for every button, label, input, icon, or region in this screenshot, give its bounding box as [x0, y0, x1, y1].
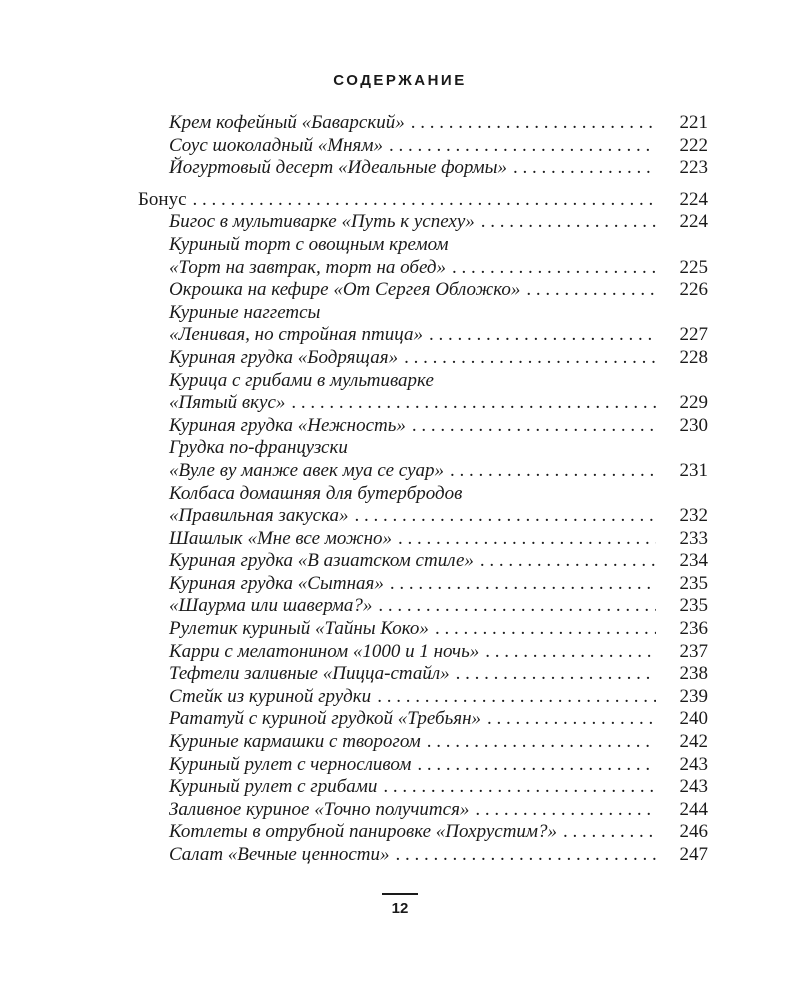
toc-entry-page: 233	[679, 527, 708, 549]
toc-entry[interactable]	[138, 211, 708, 234]
toc-entry-page: 229	[679, 392, 708, 414]
toc-entry-title: Крем кофейный «Баварский»	[169, 112, 405, 133]
dot-leader	[513, 157, 656, 180]
toc-entry-page: 236	[679, 618, 708, 640]
toc-entry-title: Котлеты в отрубной панировке «Похрустим?»	[169, 821, 558, 843]
toc-entry[interactable]	[138, 573, 708, 596]
dot-leader	[193, 189, 656, 212]
dot-leader	[526, 279, 656, 302]
toc-entry-title-line: Куриные наггетсы	[169, 301, 321, 323]
toc-entry[interactable]	[138, 776, 708, 799]
dot-leader	[417, 754, 656, 777]
dot-leader	[412, 415, 656, 438]
toc-entry-page: 223	[679, 157, 708, 179]
toc-entry-title: «Торт на завтрак, торт на обед»	[169, 256, 447, 278]
toc-entry[interactable]	[138, 415, 708, 438]
toc-entry[interactable]	[138, 257, 708, 280]
toc-entry[interactable]	[138, 595, 708, 618]
toc-entry-page: 235	[679, 572, 708, 594]
toc-entry-title: Тефтели заливные «Пицца-стайл»	[169, 663, 450, 685]
dot-leader	[404, 347, 656, 370]
toc-entry-title: Салат «Вечные ценности»	[169, 844, 390, 865]
toc-entry[interactable]	[138, 754, 708, 777]
dot-leader	[291, 392, 656, 415]
dot-leader	[377, 686, 656, 709]
dot-leader	[487, 708, 656, 731]
toc-entry-title: Куриная грудка «Нежность»	[169, 414, 406, 436]
toc-entry[interactable]	[138, 821, 708, 844]
toc-entry-page: 225	[679, 256, 708, 278]
toc-entry-page: 234	[679, 550, 708, 572]
toc-entry-page: 237	[679, 640, 708, 662]
dot-leader	[450, 460, 656, 483]
toc-entry-page: 239	[679, 685, 708, 707]
toc-entry-title: «Вуле ву манже авек муа се суар»	[169, 459, 445, 481]
toc-entry[interactable]	[138, 550, 708, 573]
dot-leader	[398, 528, 656, 551]
toc-entry-title: «Пятый вкус»	[169, 392, 286, 414]
toc-entry[interactable]	[138, 347, 708, 370]
toc-entry[interactable]	[138, 618, 708, 641]
toc-entry-page: 247	[679, 844, 708, 865]
toc-entry-title: «Шаурма или шаверма?»	[169, 595, 373, 617]
toc-entry-title: Куриный рулет с грибами	[169, 776, 378, 798]
dot-leader	[389, 135, 656, 158]
toc-entry-title-line: Курица с грибами в мультиварке	[169, 369, 434, 391]
toc-entry-title: Куриный рулет с черносливом	[169, 753, 412, 775]
toc-entry-title: Окрошка на кефире «От Сергея Обложко»	[169, 279, 521, 301]
toc-entry[interactable]	[138, 686, 708, 709]
toc-entry-page: 221	[679, 112, 708, 133]
toc-entry-title: Куриная грудка «Бодрящая»	[169, 346, 399, 368]
dot-leader	[480, 550, 656, 573]
toc-entry-title: Карри с мелатонином «1000 и 1 ночь»	[169, 640, 480, 662]
toc-entry-title: Стейк из куриной грудки	[169, 685, 372, 707]
dot-leader	[427, 731, 656, 754]
toc-entry-page: 232	[679, 505, 708, 527]
toc-entry-page: 224	[679, 211, 708, 233]
dot-leader	[485, 641, 656, 664]
toc-entry[interactable]	[138, 844, 708, 867]
toc-entry-title-line: Грудка по-французски	[169, 437, 348, 459]
dot-leader	[411, 112, 656, 135]
toc-entry[interactable]	[138, 279, 708, 302]
toc-entry[interactable]	[138, 731, 708, 754]
toc-entry-page: 246	[679, 821, 708, 843]
toc-entry-page: 243	[679, 776, 708, 798]
toc-entry[interactable]	[138, 135, 708, 158]
page-header-title: СОДЕРЖАНИЕ	[333, 72, 467, 89]
toc-entry-page: 228	[679, 346, 708, 368]
toc-entry-page: 230	[679, 414, 708, 436]
toc-entry-page: 227	[679, 324, 708, 346]
toc-entry-page: 242	[679, 731, 708, 753]
toc-entry-page: 238	[679, 663, 708, 685]
toc-entry-title: Соус шоколадный «Мням»	[169, 134, 383, 156]
toc-entry-page: 226	[679, 279, 708, 301]
footer-rule	[382, 893, 418, 895]
dot-leader	[390, 573, 656, 596]
toc-entry-page: 224	[679, 188, 708, 210]
dot-leader	[456, 663, 656, 686]
toc-section-entry[interactable]	[138, 189, 708, 212]
toc-entry-title: Шашлык «Мне все можно»	[169, 527, 392, 549]
dot-leader	[452, 257, 656, 280]
toc-entry[interactable]	[138, 528, 708, 551]
dot-leader	[355, 505, 657, 528]
toc-entry-title: Куриные кармашки с творогом	[169, 731, 421, 753]
toc-entry-page: 243	[679, 753, 708, 775]
toc-entry[interactable]	[138, 641, 708, 664]
toc-entry-title: Куриная грудка «Сытная»	[169, 572, 384, 594]
dot-leader	[383, 776, 656, 799]
toc-entry-title: Заливное куриное «Точно получится»	[169, 798, 470, 820]
toc-entry-page: 222	[679, 134, 708, 156]
toc-entry-title: Рататуй с куриной грудкой «Требьян»	[169, 708, 481, 730]
toc-entry[interactable]	[138, 505, 708, 528]
toc-entry-title: Бонус	[138, 188, 187, 210]
page-number: 12	[391, 900, 409, 917]
toc-entry-title: Рулетик куриный «Тайны Коко»	[169, 618, 429, 640]
toc-entry[interactable]	[138, 460, 708, 483]
toc-entry[interactable]	[138, 663, 708, 686]
toc-entry-title: Йогуртовый десерт «Идеальные формы»	[169, 157, 507, 179]
toc-entry[interactable]	[138, 157, 708, 180]
dot-leader	[563, 821, 656, 844]
toc-entry-page: 240	[679, 708, 708, 730]
dot-leader	[435, 618, 656, 641]
toc-entry-title: Куриная грудка «В азиатском стиле»	[169, 550, 474, 572]
dot-leader	[481, 211, 656, 234]
toc-entry-page: 235	[679, 595, 708, 617]
toc-entry-title: «Правильная закуска»	[169, 505, 349, 527]
toc-entry-title-line: Колбаса домашняя для бутербродов	[169, 482, 463, 504]
toc-entry[interactable]	[138, 392, 708, 415]
table-of-contents	[138, 112, 708, 867]
toc-entry-title-line: Куриный торт с овощным кремом	[169, 233, 449, 255]
toc-entry-page: 244	[679, 798, 708, 820]
toc-entry[interactable]	[138, 799, 708, 822]
toc-entry[interactable]	[138, 112, 708, 135]
dot-leader	[378, 595, 656, 618]
dot-leader	[429, 324, 656, 347]
toc-entry[interactable]	[138, 324, 708, 347]
toc-entry[interactable]	[138, 708, 708, 731]
toc-entry-title: «Ленивая, но стройная птица»	[169, 324, 423, 346]
toc-entry-page: 231	[679, 459, 708, 481]
dot-leader	[396, 844, 656, 867]
toc-entry-title: Бигос в мультиварке «Путь к успеху»	[169, 211, 475, 233]
dot-leader	[475, 799, 656, 822]
